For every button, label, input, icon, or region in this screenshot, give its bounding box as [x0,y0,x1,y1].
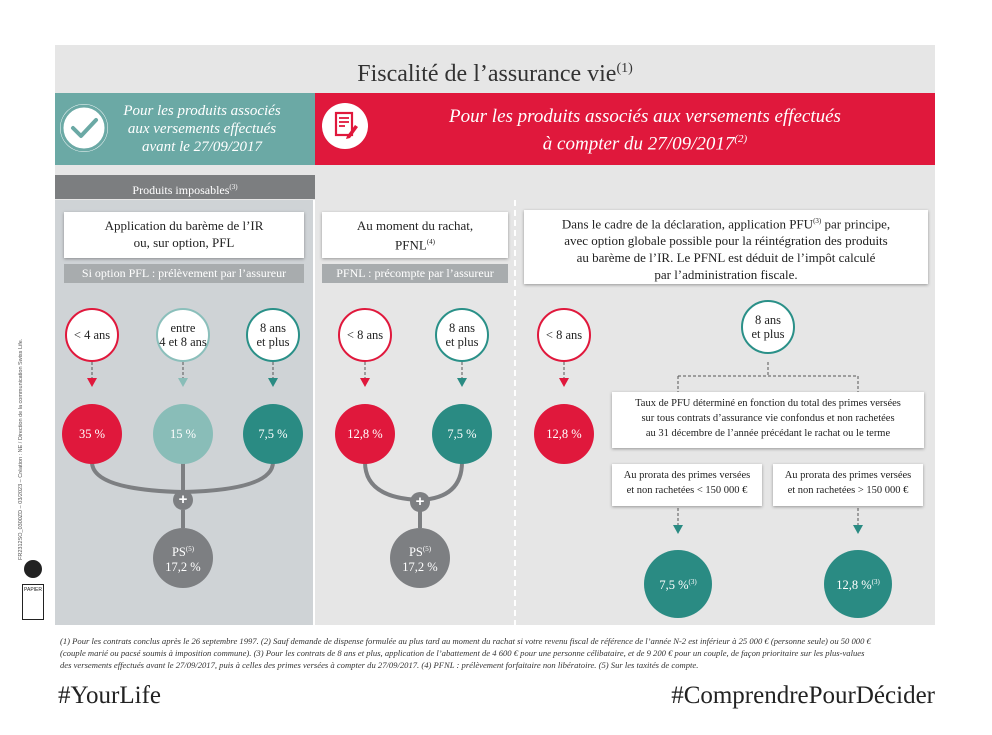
col3-duration-long: 8 ans et plus [741,300,795,354]
col1-pfl-label: Si option PFL : prélèvement par l’assureur [64,264,304,283]
right-banner-line1: Pour les produits associés aux versements effectués [449,106,841,127]
col3-sub-left-box [612,464,762,506]
col1-plus-icon: + [173,490,193,510]
col2-plus-icon: + [410,492,430,512]
col1-box-line2: ou, sur option, PFL [133,235,235,250]
col2-rate-2: 7,5 % [432,404,492,464]
pfu-line2: sur tous contrats d’assurance vie confondus et non rachetées [641,413,895,424]
hashtag-yourlife: #YourLife [58,682,162,709]
pfu-line1: Taux de PFU déterminé en fonction du total des primes versées [635,398,901,409]
col1-rate-3: 7,5 % [243,404,303,464]
hashtag-comprendre: #ComprendrePourDécider [671,682,935,709]
pfu-line3: au 31 décembre de l’année précédant le rachat ou le terme [645,428,891,439]
right-banner-line2: à compter du 27/09/2017$^{(2)}$ [542,133,748,155]
col2-pfnl-label: PFNL : précompte par l’assureur [322,264,508,283]
col3-duration-short: < 8 ans [537,308,591,362]
col3-rate-short: 12,8 % [534,404,594,464]
col3-box-line3: au barème de l’IR. Le PFNL est déduit de l’impôt calculé [576,250,876,266]
col3-box-line1: Dans le cadre de la déclaration, application PFU$^{(3)}$ par principe, [561,216,891,232]
col1-ps-circle: PS$^{(5)}$ 17,2 % [153,528,213,588]
col3-rate-right: 12,8 %$^{(3)}$ [824,550,892,618]
footnote-line2: (couple marié ou pacsé soumis à imposition commune). (3) Pour les contrats de 8 ans et plus, application de l’abattement de 4 600 € pour une personne célibataire, et de 9 200 € pour un couple, de façon prioritaire sur les plus-values [60,648,865,658]
col1-duration-1: < 4 ans [65,308,119,362]
papier-logo-icon [22,584,44,620]
footnotes [60,635,940,671]
col1-duration-3: 8 ans et plus [246,308,300,362]
col1-bareme-box [64,212,304,258]
page-title: Fiscalité de l’assurance vie$^{(1)}$ [357,61,633,87]
col2-duration-1: < 8 ans [338,308,392,362]
sub-right-line2: et non rachetées > 150 000 € [787,485,909,496]
col3-pfu-box [612,392,924,448]
col3-rate-left: 7,5 %$^{(3)}$ [644,550,712,618]
col1-rate-1: 35 % [62,404,122,464]
col2-ps-circle: PS$^{(5)}$ 17,2 % [390,528,450,588]
col2-rate-1: 12,8 % [335,404,395,464]
papier-label: PAPIER [24,587,42,593]
col3-sub-right-box [773,464,923,506]
col1-box-line1: Application du barème de l’IR [104,218,264,233]
sub-left-line1: Au prorata des primes versées [623,470,751,481]
col2-box-line1: Au moment du rachat, [356,218,474,233]
left-banner-line2: aux versements effectués [127,121,277,137]
col2-duration-2: 8 ans et plus [435,308,489,362]
col2-box-line2: PFNL$^{(4)}$ [395,237,435,253]
sub-right-line1: Au prorata des primes versées [784,470,912,481]
footnote-line1: (1) Pour les contrats conclus après le 26 septembre 1997. (2) Sauf demande de dispense formulée au plus tard au moment du rachat si votre revenu fiscal de référence de l’année N-2 est inférieur à 25 000 € (personne seule) ou 50 000 € [60,636,871,646]
col1-duration-2: entre 4 et 8 ans [156,308,210,362]
left-banner-line3: avant le 27/09/2017 [142,139,262,155]
col1-rate-2: 15 % [153,404,213,464]
sub-left-line2: et non rachetées < 150 000 € [626,485,748,496]
side-credit-text: FR2312SO_0300ZD – 03/2023 – Création : NE / Direction de la communication Swiss Life. [18,338,24,560]
col3-box-line2: avec option globale possible pour la réintégration des produits [564,233,888,249]
recycle-logo-icon [24,560,42,578]
footnote-line3: des versements effectués avant le 27/09/2017, puis à celles des primes versées à compter du 27/09/2017. (4) PFNL : prélèvement forfaitaire non libératoire. (5) Sur les taxités de compte. [60,660,699,670]
col2-rachat-box [322,212,508,258]
produits-imposables-label: Produits imposables$^{(3)}$ [55,175,315,199]
col3-declaration-box [524,210,928,284]
col3-box-line4: par l’administration fiscale. [654,267,798,283]
left-banner-line1: Pour les produits associés [123,103,281,119]
